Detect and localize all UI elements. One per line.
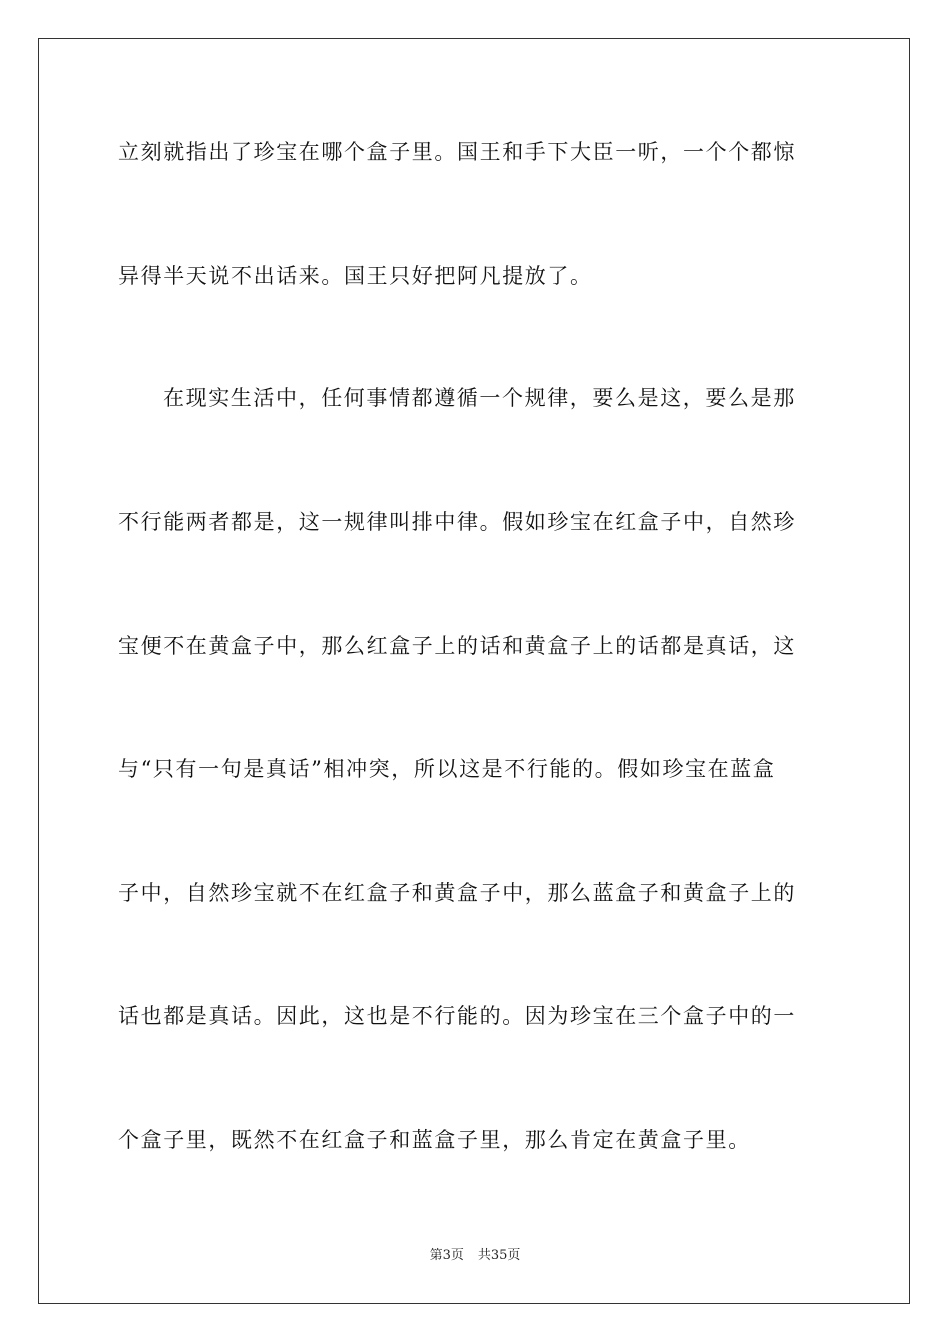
body-text-line: 异得半天说不出话来。国王只好把阿凡提放了。 (118, 264, 593, 288)
page-footer (0, 1247, 950, 1265)
body-text-line: 话也都是真话。因此，这也是不行能的。因为珍宝在三个盒子中的一 (118, 1004, 796, 1028)
body-text-line: 不行能两者都是，这一规律叫排中律。假如珍宝在红盒子中，自然珍 (118, 510, 796, 534)
body-text-line: 个盒子里，既然不在红盒子和蓝盒子里，那么肯定在黄盒子里。 (118, 1128, 751, 1152)
body-text-line: 子中，自然珍宝就不在红盒子和黄盒子中，那么蓝盒子和黄盒子上的 (118, 881, 796, 905)
body-text-line: 立刻就指出了珍宝在哪个盒子里。国王和手下大臣一听，一个个都惊 (118, 140, 796, 164)
body-text-line: 宝便不在黄盒子中，那么红盒子上的话和黄盒子上的话都是真话，这 (118, 634, 796, 658)
body-text-line: 与“只有一句是真话”相冲突，所以这是不行能的。假如珍宝在蓝盒 (118, 757, 776, 781)
page-border (38, 38, 910, 1304)
total-pages: 共35页 (477, 1248, 521, 1263)
paragraph-first-line: 在现实生活中，任何事情都遵循一个规律，要么是这，要么是那 (163, 386, 796, 410)
page-number: 第3页 (429, 1248, 464, 1263)
